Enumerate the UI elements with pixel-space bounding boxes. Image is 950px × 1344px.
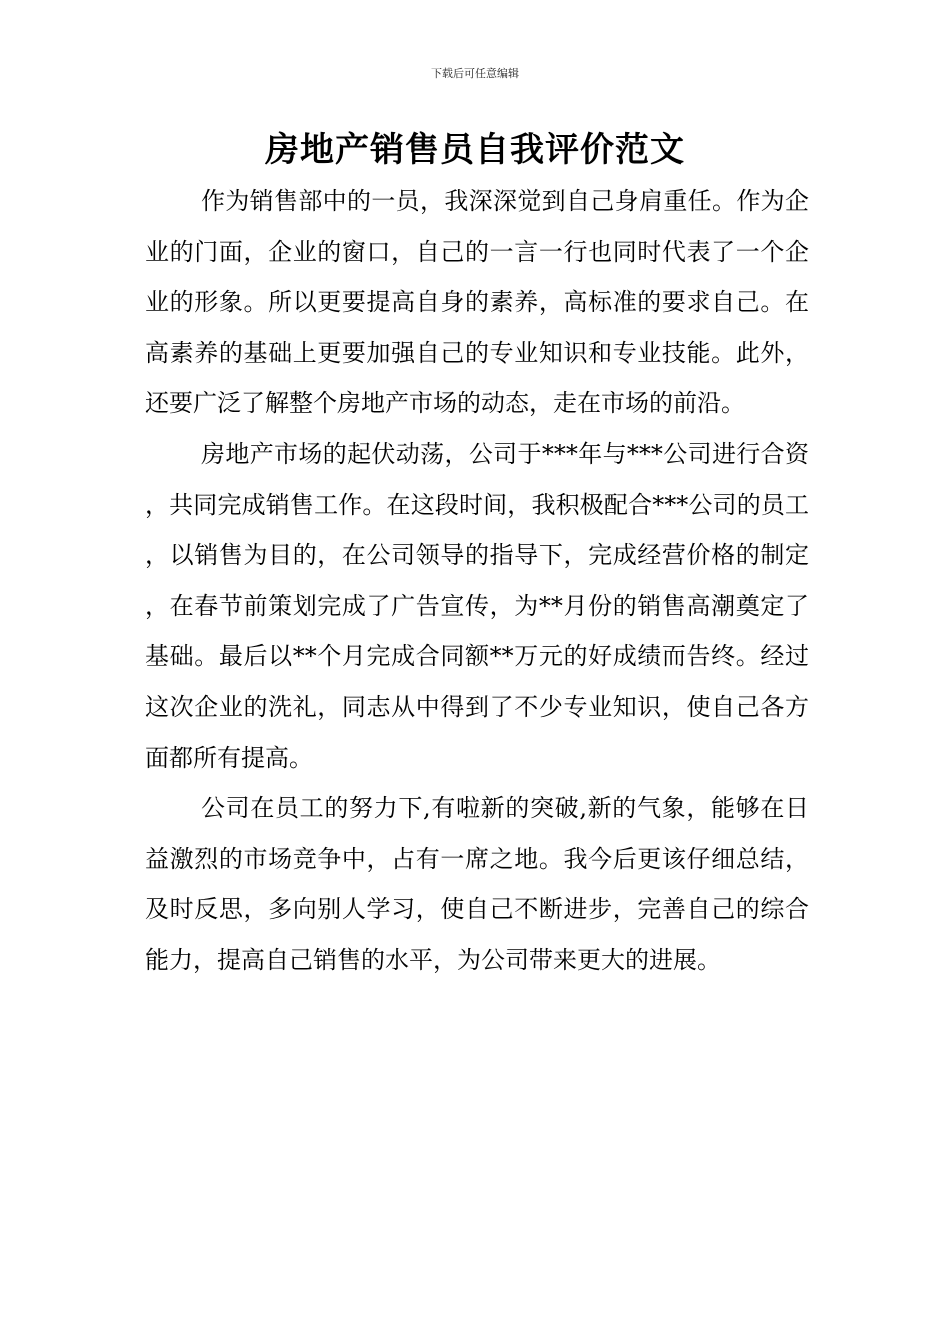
document-title: 房地产销售员自我评价范文 [265,130,685,170]
header-note: 下载后可任意编辑 [431,67,519,80]
document-body [145,176,809,986]
paragraph-2: 房地产市场的起伏动荡，公司于***年与***公司进行合资，共同完成销售工作。在这段时间，我积极配合***公司的员工，以销售为目的，在公司领导的指导下，完成经营价格的制定，在春节前策划完成了广告宣传，为**月份的销售高潮奠定了基础。最后以**个月完成合同额**万元的好成绩而告终。经过这次企业的洗礼，同志从中得到了不少专业知识，使自己各方面都所有提高。 [145,439,809,772]
paragraph-3: 公司在员工的努力下,有啦新的突破,新的气象，能够在日益激烈的市场竞争中，占有一席之地。我今后更该仔细总结，及时反思，多向别人学习，使自己不断进步，完善自己的综合能力，提高自己销售的水平，为公司带来更大的进展。 [145,794,809,974]
paragraph-1: 作为销售部中的一员，我深深觉到自己身肩重任。作为企业的门面，企业的窗口，自己的一言一行也同时代表了一个企业的形象。所以更要提高自身的素养，高标准的要求自己。在高素养的基础上更要加强自己的专业知识和专业技能。此外，还要广泛了解整个房地产市场的动态，走在市场的前沿。 [145,187,809,418]
